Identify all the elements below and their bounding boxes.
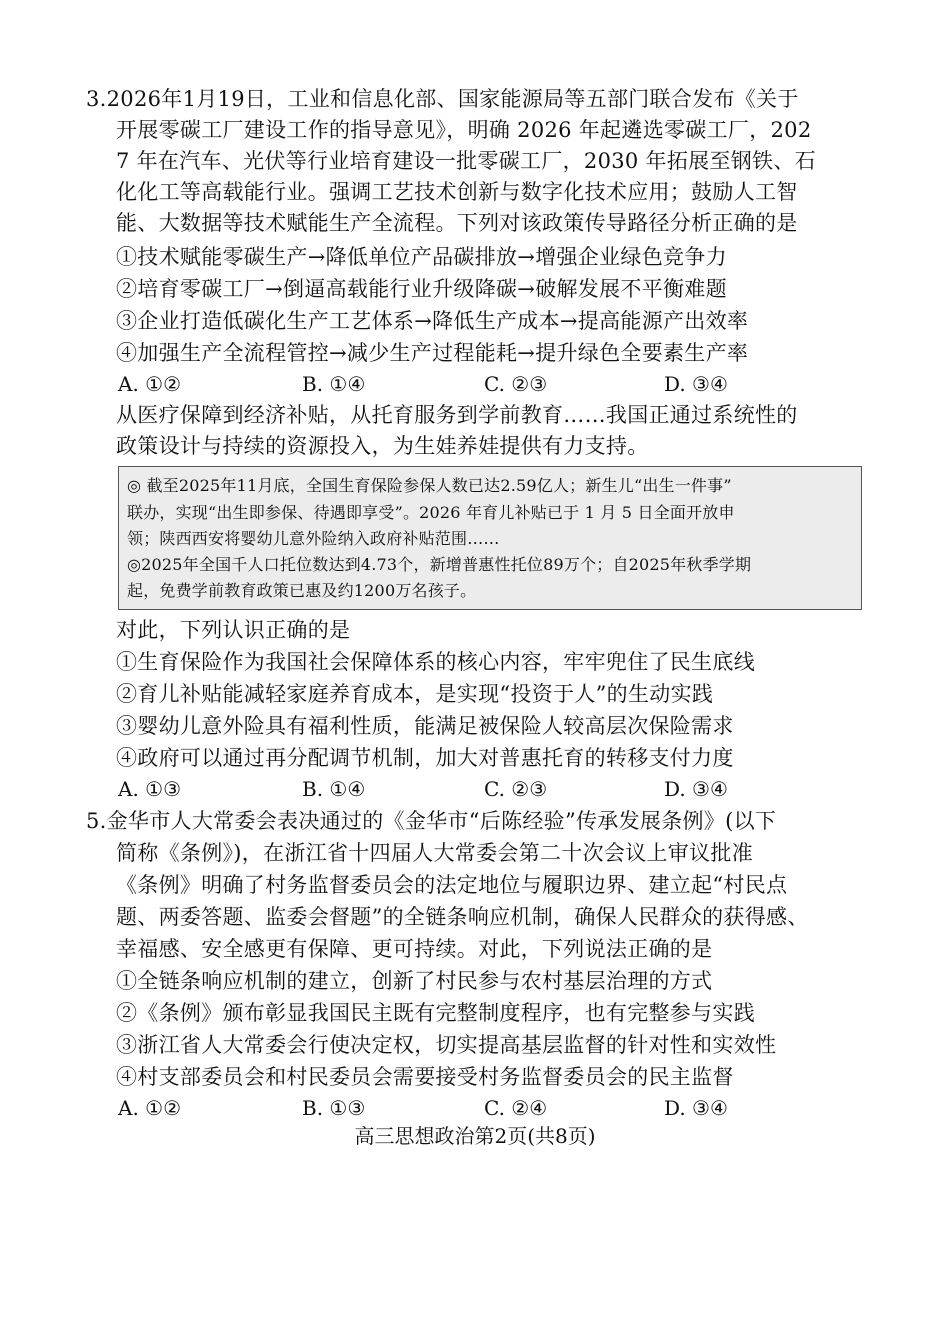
material-line: 联办，实现“出生即参保、待遇即享受”。2026 年育儿补贴已于 1 月 5 日全面开放申	[127, 503, 735, 522]
q3-option-d: D. ③④	[664, 372, 728, 396]
q5-option-a: A. ①②	[118, 1096, 182, 1120]
q5-stem-line: 《条例》明确了村务监督委员会的法定地位与履职边界、建立起“村民点	[116, 873, 788, 897]
q5-option-d: D. ③④	[664, 1096, 728, 1120]
q4-option-a: A. ①③	[118, 777, 182, 801]
q3-stem-line: 开展零碳工厂建设工作的指导意见》，明确 2026 年起遴选零碳工厂，202	[116, 118, 812, 142]
page-footer: 高三思想政治第2页(共8页)	[354, 1124, 596, 1148]
q4-intro-line: 政策设计与持续的资源投入，为生娃养娃提供有力支持。	[116, 434, 649, 458]
q3-item: ①技术赋能零碳生产→降低单位产品碳排放→增强企业绿色竞争力	[116, 245, 727, 269]
material-line: 起，免费学前教育政策已惠及约1200万名孩子。	[127, 581, 477, 600]
q5-stem-line: 简称《条例》)，在浙江省十四届人大常委会第二十次会议上审议批准	[116, 841, 753, 865]
q3-option-c: C. ②③	[484, 372, 548, 396]
q4-item: ④政府可以通过再分配调节机制，加大对普惠托育的转移支付力度	[116, 746, 734, 770]
q5-item: ②《条例》颁布彰显我国民主既有完整制度程序，也有完整参与实践	[116, 1001, 755, 1025]
q3-item: ④加强生产全流程管控→减少生产过程能耗→提升绿色全要素生产率	[116, 341, 749, 365]
material-line: 领；陕西西安将婴幼儿意外险纳入政府补贴范围……	[127, 529, 500, 548]
q5-option-b: B. ①③	[302, 1096, 366, 1120]
material-line: ◎2025年全国千人口托位数达到4.73个，新增普惠性托位89万个；自2025年秋季学期	[127, 555, 752, 574]
material-line: ◎ 截至2025年11月底，全国生育保险参保人数已达2.59亿人；新生儿“出生一件事”	[127, 476, 732, 495]
q4-intro-line: 从医疗保障到经济补贴，从托育服务到学前教育……我国正通过系统性的	[116, 403, 798, 427]
q4-option-b: B. ①④	[302, 777, 366, 801]
q5-option-c: C. ②④	[484, 1096, 548, 1120]
q5-item: ③浙江省人大常委会行使决定权，切实提高基层监督的针对性和实效性	[116, 1033, 777, 1057]
q4-option-c: C. ②③	[484, 777, 548, 801]
q5-stem-line: 5.金华市人大常委会表决通过的《金华市“后陈经验”传承发展条例》(以下	[86, 809, 777, 833]
q3-stem-line: 化化工等高载能行业。强调工艺技术创新与数字化技术应用；鼓励人工智	[116, 180, 798, 204]
q3-item: ③企业打造低碳化生产工艺体系→降低生产成本→提高能源产出效率	[116, 309, 749, 333]
q3-option-b: B. ①④	[302, 372, 366, 396]
q3-stem-line: 能、大数据等技术赋能生产全流程。下列对该政策传导路径分析正确的是	[116, 211, 798, 235]
q4-option-d: D. ③④	[664, 777, 728, 801]
q3-stem-line: 3.2026年1月19日，工业和信息化部、国家能源局等五部门联合发布《关于	[86, 87, 799, 111]
q3-stem-line: 7 年在汽车、光伏等行业培育建设一批零碳工厂，2030 年拓展至钢铁、石	[116, 149, 816, 173]
q4-item: ②育儿补贴能减轻家庭养育成本，是实现“投资于人”的生动实践	[116, 682, 714, 706]
q5-item: ④村支部委员会和村民委员会需要接受村务监督委员会的民主监督	[116, 1065, 734, 1089]
q5-item: ①全链条响应机制的建立，创新了村民参与农村基层治理的方式	[116, 969, 713, 993]
q5-stem-line: 题、两委答题、监委会督题”的全链条响应机制，确保人民群众的获得感、	[116, 905, 809, 929]
material-box	[118, 466, 862, 610]
q4-item: ③婴幼儿意外险具有福利性质，能满足被保险人较高层次保险需求	[116, 714, 734, 738]
q3-item: ②培育零碳工厂→倒逼高载能行业升级降碳→破解发展不平衡难题	[116, 277, 727, 301]
q5-stem-line: 幸福感、安全感更有保障、更可持续。对此，下列说法正确的是	[116, 937, 713, 961]
q4-item: ①生育保险作为我国社会保障体系的核心内容，牢牢兜住了民生底线	[116, 650, 755, 674]
q3-option-a: A. ①②	[118, 372, 182, 396]
q4-question: 对此，下列认识正确的是	[116, 618, 351, 642]
